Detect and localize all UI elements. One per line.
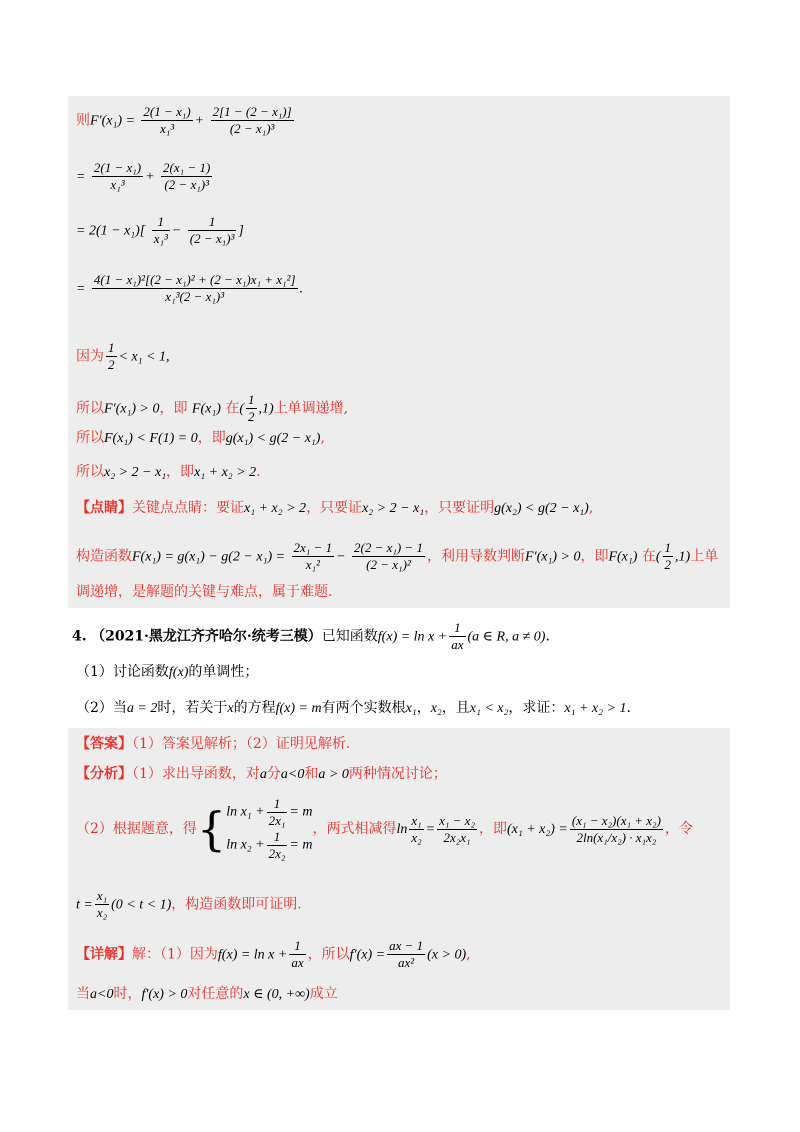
detail-line-2: 当a<0时，f′(x) > 0对任意的x ∈ (0, +∞)成立 bbox=[76, 986, 338, 1002]
because-line: 因为 $\frac{1}{2}$ < x₁ < 1, bbox=[76, 340, 170, 372]
problem-stem: 4. （2021·黑龙江齐齐哈尔·统考三模）已知函数f(x) = ln x + $\frac{1}{ax}$ (a ∈ R, a ≠ 0). bbox=[72, 620, 550, 652]
tip-line-3: 调递增，是解题的关键与难点，属于难题. bbox=[76, 584, 333, 600]
derivative-line-1: 则F′(x₁) = $\frac{\text{2(1 − x₁)}}{\text{x₁³}}$ + $\frac{\text{2[1 − (2 − x₁)]}}{\text{(2 − x₁)³}}$ bbox=[76, 104, 292, 136]
question-2: （2）当a = 2时，若关于x的方程f(x) = m有两个实数根x₁，x₂，且x₁ < x₂，求证：x₁ + x₂ > 1. bbox=[76, 700, 631, 716]
analysis-line-1: 【分析】（1）求出导函数，对a分a<0和a > 0两种情况讨论； bbox=[76, 766, 447, 782]
answer-line: 【答案】（1）答案见解析；（2）证明见解析. bbox=[76, 736, 351, 752]
detail-line-1: 【详解】解：（1）因为f(x) = ln x + $\frac{1}{ax}$ ，所以f′(x) = $\frac{ax - 1}{\text{ax²}}$ (x > 0), bbox=[76, 938, 471, 970]
derivative-line-4: = $\frac{\text{4(1 − x₁)²[(2 − x₁)² + (2 − x₁)x₁ + x₁²]}}{\text{x₁³(2 − x₁)³}}$ . bbox=[76, 272, 304, 304]
equation-system: ln x₁ + $\frac{1}{\text{2x₁}}$ = m ln x₂ + $\frac{1}{\text{2x₂}}$ = m bbox=[226, 796, 313, 861]
analysis-line-2: （2）根据题意，得{ ln x₁ + $\frac{1}{\text{2x₁}}$ = m ln x₂ + $\frac{1}{\text{2x₂}}$ = m ，两式相减得ln $\frac{\text{x₁}}{\text{x₂}}$ = $\frac{\text{x₁ − x₂}}{\text{2x₂x₁}}$ ，即(x₁ + x₂) = $\frac{\text{(x₁ − x₂)(x₁ + x₂)}}{\text{2ln(x₁/x₂) · x₁x₂}}$ ，令 bbox=[76, 796, 693, 861]
so-line-3: 所以x₂ > 2 − x₁，即x₁ + x₂ > 2. bbox=[76, 464, 261, 480]
derivative-line-2: = $\frac{\text{2(1 − x₁)}}{\text{x₁³}}$ + $\frac{\text{2(x₁ − 1)}}{\text{(2 − x₁)³}}$ bbox=[76, 160, 211, 192]
tip-line-2: 构造函数F(x₁) = g(x₁) − g(2 − x₁) = $\frac{\text{2x₁ − 1}}{\text{x₁²}}$ − $\frac{\text{2(2 − x₁) − 1}}{\text{(2 − x₁)²}}$ ，利用导数判断F′(x₁) > 0，即F(x₁) 在( $\frac{1}{2}$ ,1)上单 bbox=[76, 540, 719, 572]
so-line-2: 所以F(x₁) < F(1) = 0，即g(x₁) < g(2 − x₁), bbox=[76, 430, 325, 446]
so-line-1: 所以F′(x₁) > 0，即 F(x₁) 在( $\frac{1}{2}$ ,1)上单调递增, bbox=[76, 392, 349, 424]
tip-line-1: 【点睛】关键点点睛：要证x₁ + x₂ > 2，只要证x₂ > 2 − x₁，只要证明g(x₂) < g(2 − x₁), bbox=[76, 500, 594, 516]
analysis-line-3: t = $\frac{\text{x₁}}{\text{x₂}}$ (0 < t < 1)，构造函数即可证明. bbox=[76, 888, 302, 920]
question-1: （1）讨论函数f(x)的单调性； bbox=[76, 664, 259, 680]
derivative-line-3: = 2(1 − x₁)[ $\frac{1}{\text{x₁³}}$ − $\frac{1}{\text{(2 − x₁)³}}$ ] bbox=[76, 214, 244, 246]
